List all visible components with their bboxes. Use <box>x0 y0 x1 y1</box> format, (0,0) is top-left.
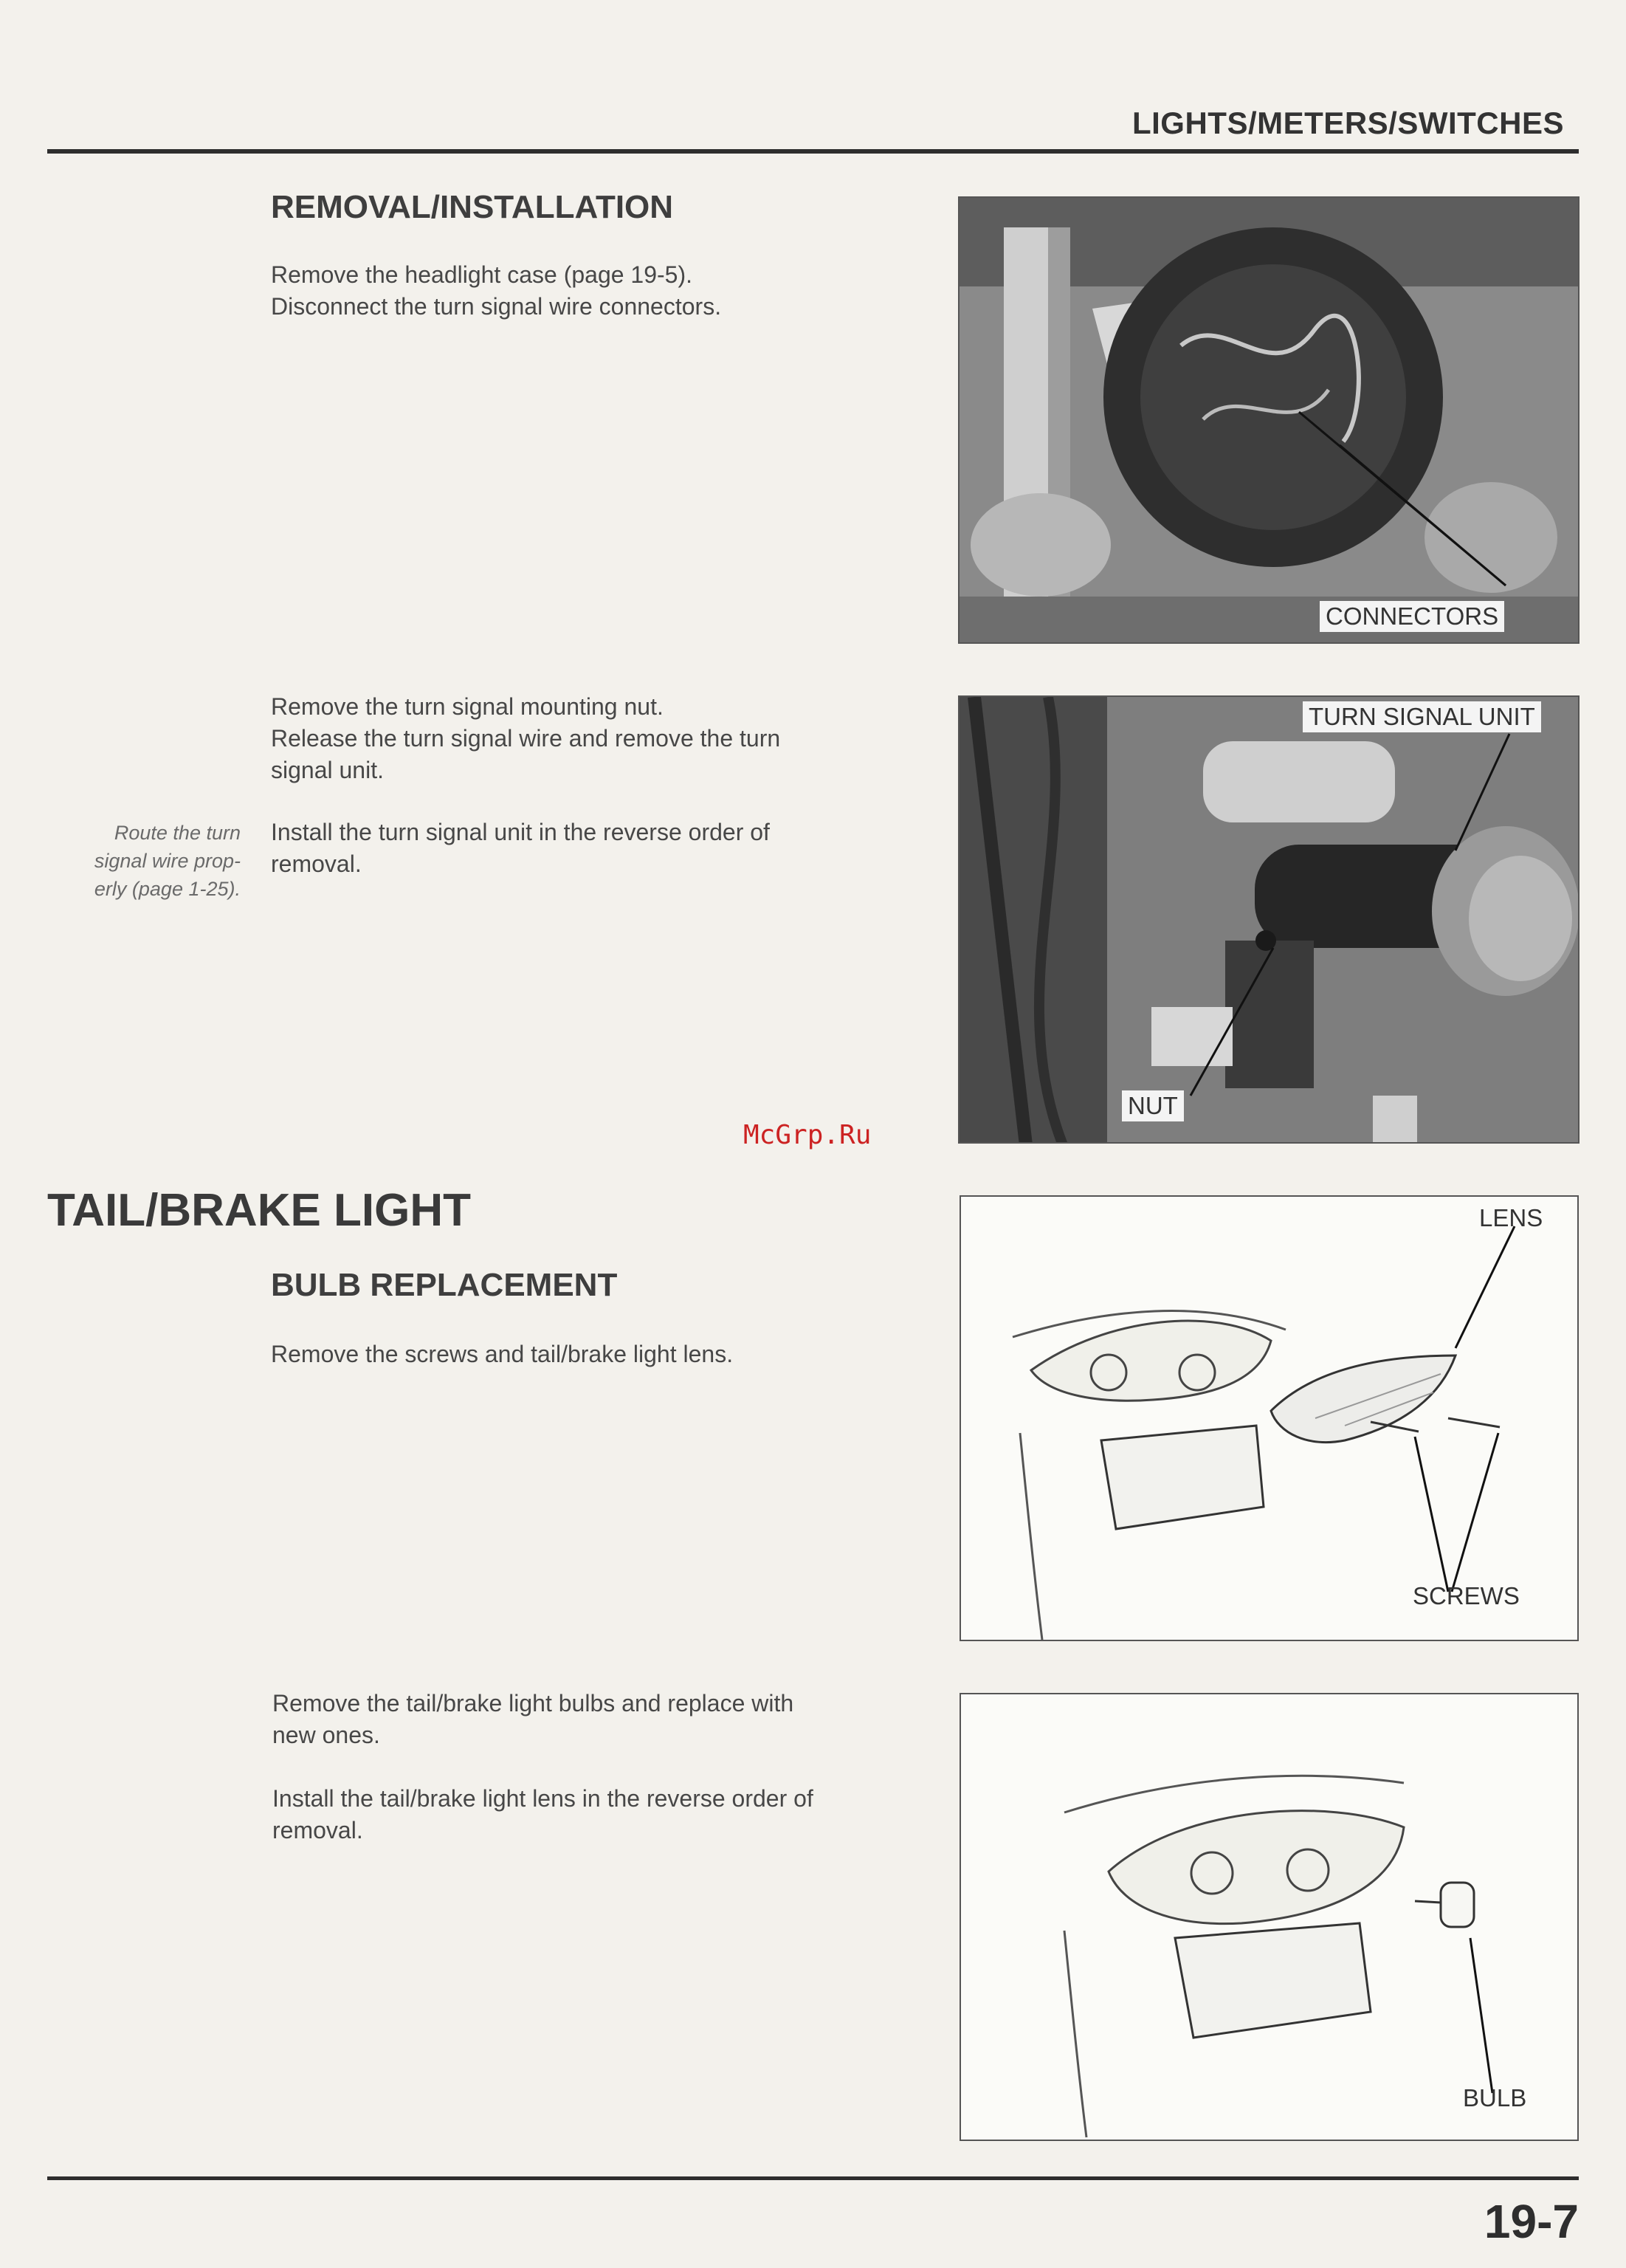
tail-step3-line1: Install the tail/brake light lens in the reverse order of <box>272 1785 813 1812</box>
removal-step1-line2: Disconnect the turn signal wire connectors. <box>271 293 722 320</box>
figure-turn-signal-photo <box>958 695 1580 1144</box>
watermark: McGrp.Ru <box>743 1120 872 1150</box>
turn-signal-photo-drawing <box>960 697 1580 1144</box>
removal-step3-line2: removal. <box>271 850 362 877</box>
removal-step2 <box>271 691 780 786</box>
page-number: 19-7 <box>1484 2195 1579 2248</box>
lens-screws-drawing <box>961 1197 1579 1641</box>
bulb-drawing <box>961 1694 1579 2141</box>
screws-label: SCREWS <box>1413 1582 1520 1609</box>
tail-brake-heading: TAIL/BRAKE LIGHT <box>47 1185 472 1236</box>
footer-rule <box>47 2176 1579 2180</box>
removal-step2-line2: Release the turn signal wire and remove the turn <box>271 725 781 752</box>
tail-step3 <box>272 1783 926 1846</box>
tail-step2-line2: new ones. <box>272 1722 380 1748</box>
figure-connectors-photo <box>958 196 1580 644</box>
tail-step2 <box>272 1688 926 1751</box>
removal-heading: REMOVAL/INSTALLATION <box>271 189 674 225</box>
lens-label: LENS <box>1479 1204 1543 1231</box>
side-note-line1: Route the turn <box>114 822 241 844</box>
removal-step2-line3: signal unit. <box>271 757 384 783</box>
header-rule <box>47 149 1579 154</box>
removal-step3-line1: Install the turn signal unit in the reverse order of <box>271 819 770 845</box>
side-note <box>44 819 241 903</box>
nut-label: NUT <box>1122 1090 1184 1121</box>
connectors-photo-drawing <box>960 198 1580 644</box>
side-note-line2: signal wire prop- <box>94 850 241 872</box>
removal-step3 <box>271 817 926 880</box>
figure-lens-screws <box>960 1195 1579 1641</box>
figure-bulb <box>960 1693 1579 2141</box>
tail-step2-line1: Remove the tail/brake light bulbs and replace with <box>272 1690 794 1717</box>
tail-step1: Remove the screws and tail/brake light lens. <box>271 1341 734 1367</box>
side-note-line3: erly (page 1-25). <box>94 878 241 900</box>
removal-step2-line1: Remove the turn signal mounting nut. <box>271 693 664 720</box>
turn-signal-unit-label: TURN SIGNAL UNIT <box>1303 701 1541 732</box>
bulb-label: BULB <box>1463 2084 1527 2111</box>
removal-step1-line1: Remove the headlight case (page 19-5). <box>271 261 693 288</box>
connectors-label: CONNECTORS <box>1320 601 1504 632</box>
bulb-replacement-heading: BULB REPLACEMENT <box>271 1267 618 1303</box>
removal-step1 <box>271 259 721 323</box>
section-title: LIGHTS/METERS/SWITCHES <box>1131 106 1564 140</box>
tail-step3-line2: removal. <box>272 1817 363 1843</box>
